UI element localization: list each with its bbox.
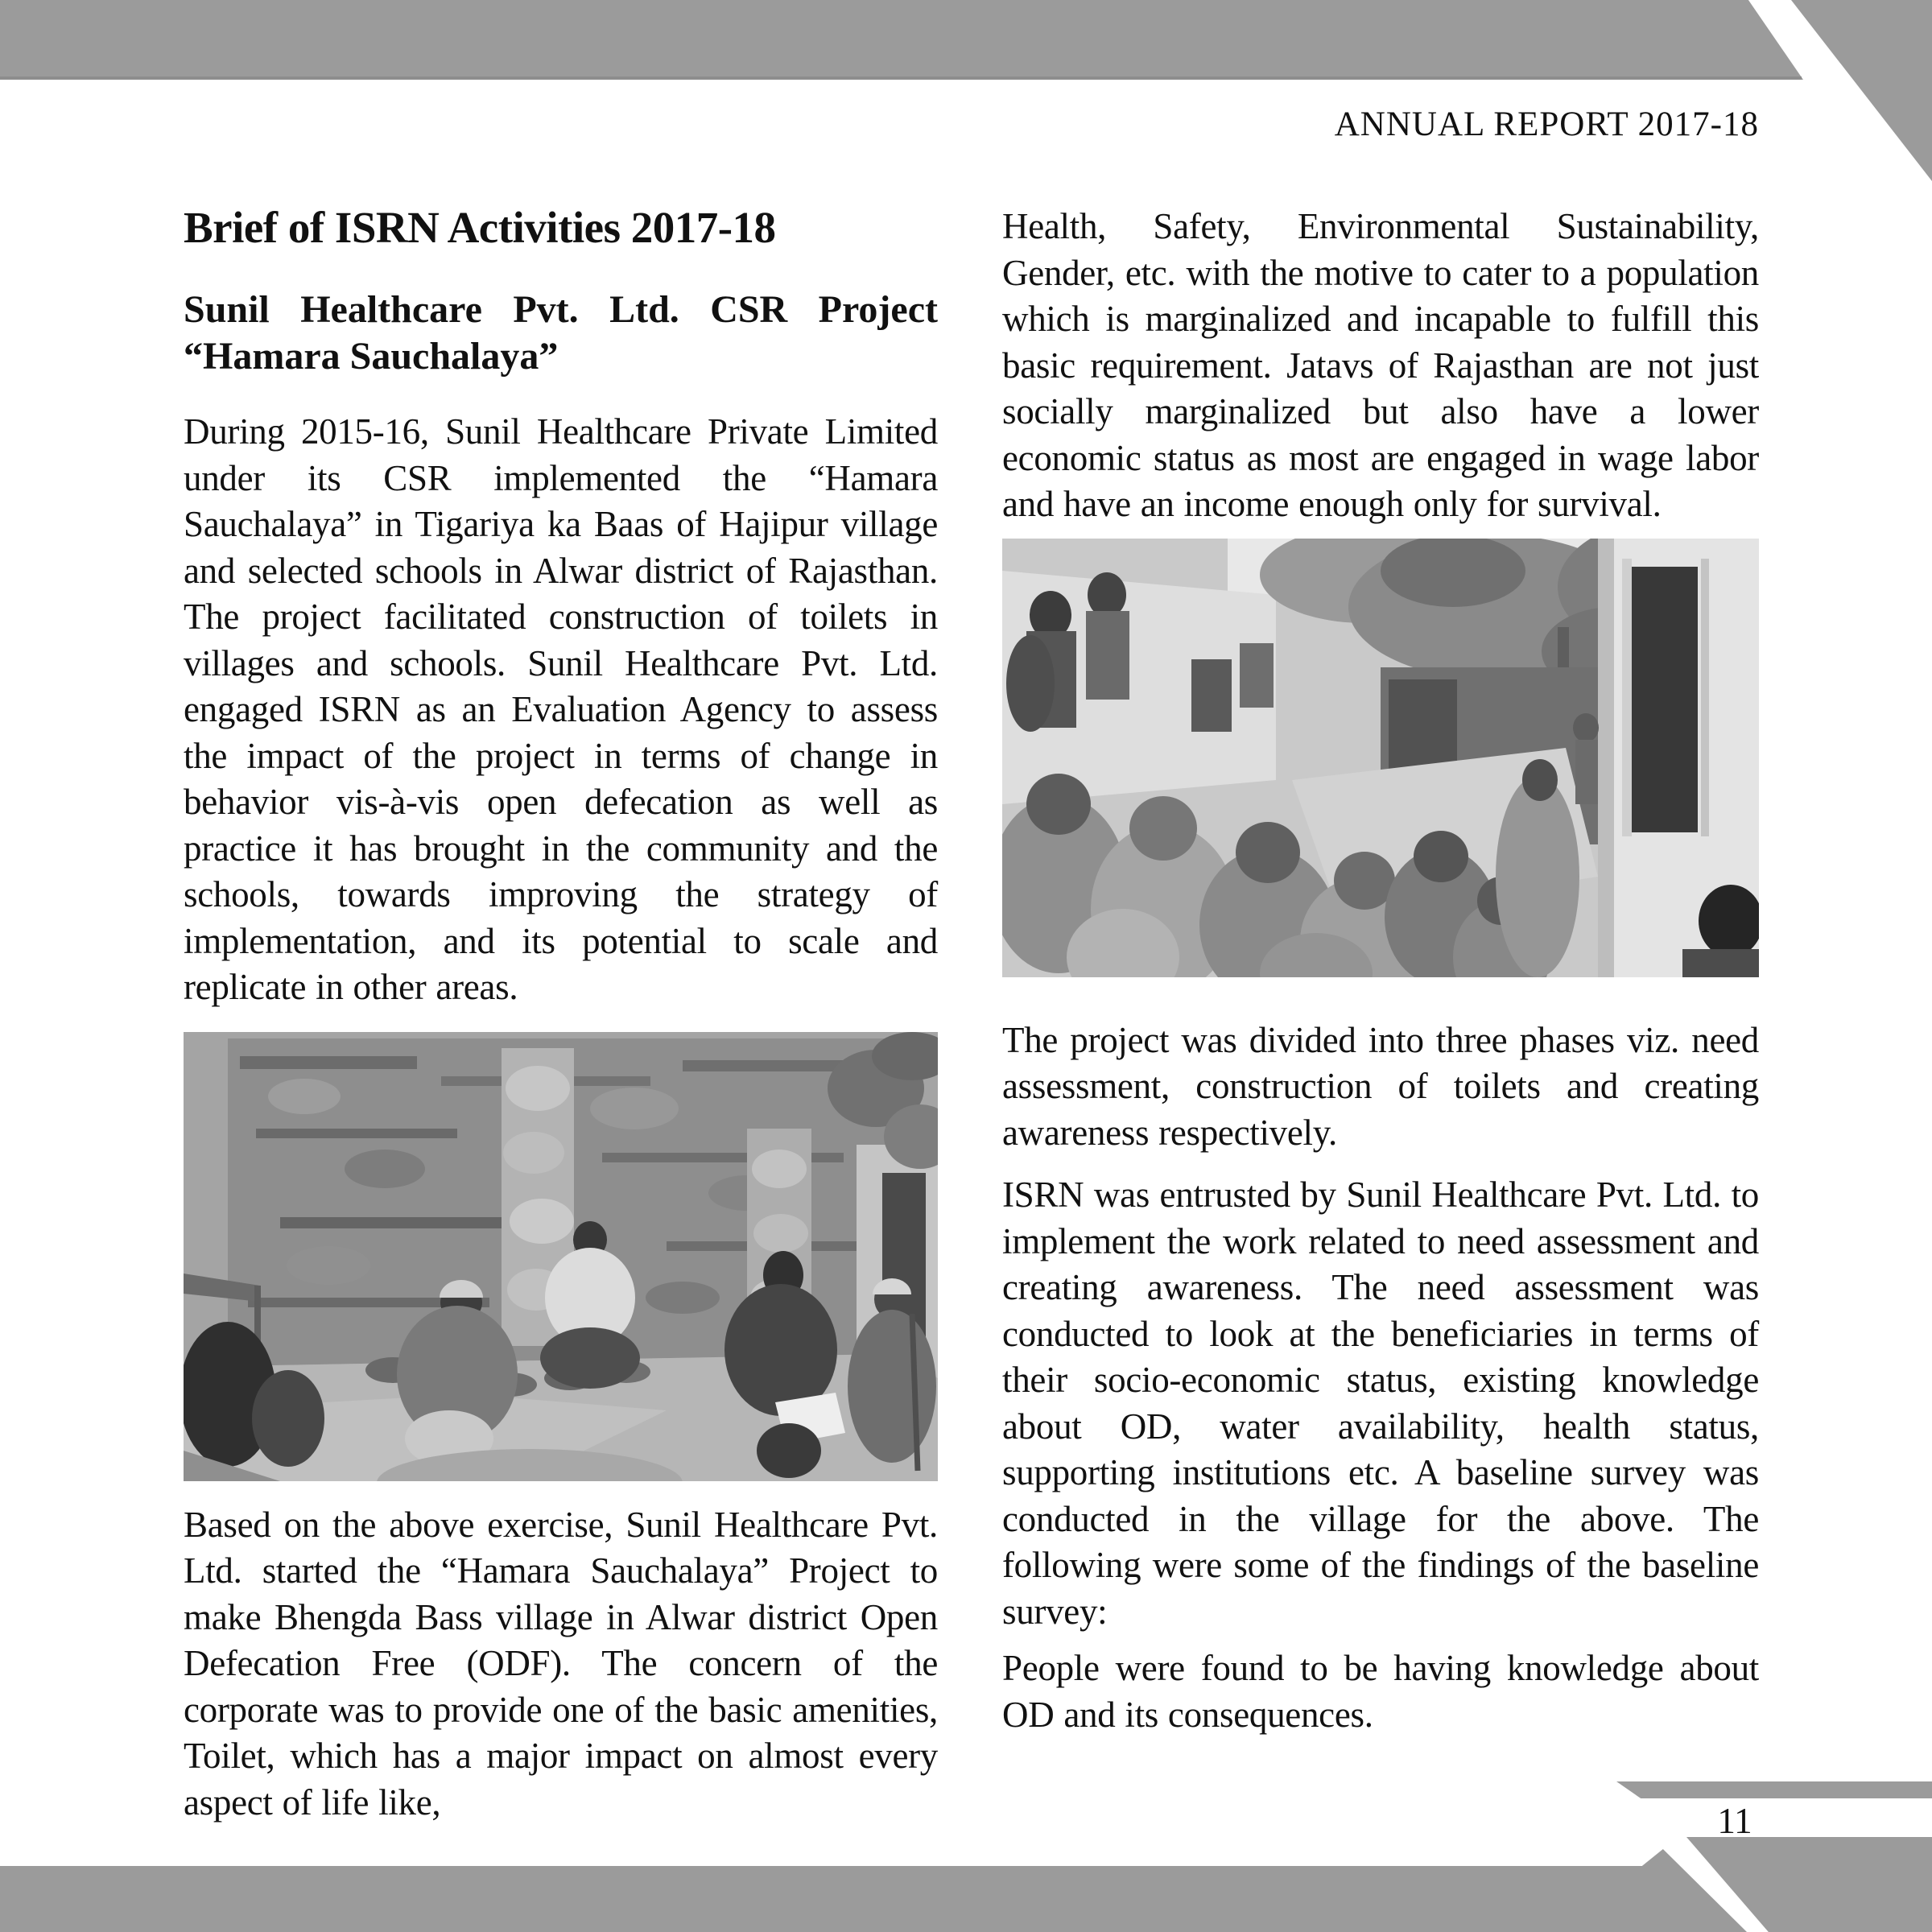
photo-villagers-stone-wall bbox=[184, 1032, 938, 1481]
photo-village-meeting-svg bbox=[1002, 539, 1759, 977]
left-paragraph-2: Based on the above exercise, Sunil Healthcare Pvt. Ltd. started the “Hamara Sauchalaya” Project to make Bhengda Bass village in Alwar district Open Defecation Free (ODF). The concern of the corporate was to provide one of the basic amenities, Toilet, which has a major impact on almost every aspect of life like, bbox=[184, 1504, 938, 1823]
page-number: 11 bbox=[1717, 1801, 1752, 1841]
right-paragraph-1: Health, Safety, Environmental Sustainability, Gender, etc. with the motive to cater to a population which is marginalized and incapable to fulfill this basic requirement. Jatavs of Rajasthan are not just socially marginalized but also have a lower economic status as most are engaged in wage labor and have an income enough only for survival. bbox=[1002, 206, 1759, 524]
left-paragraph-1: During 2015-16, Sunil Healthcare Private Limited under its CSR implemented the “Hamara Sauchalaya” in Tigariya ka Baas of Hajipur village and selected schools in Alwar district of Rajasthan. The project facilitated construction of toilets in villages and schools. Sunil Healthcare Pvt. Ltd. engaged ISRN as an Evaluation Agency to assess the impact of the project in terms of change in behavior vis-à-vis open defecation as well as practice it has brought in the community and the schools, towards improving the strategy of implementation, and its potential to scale and replicate in other areas. bbox=[184, 411, 938, 1007]
top-right-corner-triangle bbox=[1791, 0, 1932, 181]
bottom-gray-band bbox=[0, 1849, 1747, 1932]
left-column bbox=[184, 201, 938, 1826]
photo-villagers-stone-wall-svg bbox=[184, 1032, 938, 1481]
right-paragraph-4: People were found to be having knowledge about OD and its consequences. bbox=[1002, 1648, 1759, 1735]
project-subheading: Sunil Healthcare Pvt. Ltd. CSR Project “Hamara Sauchalaya” bbox=[184, 288, 938, 378]
top-gray-band bbox=[0, 0, 1803, 80]
right-paragraph-3: ISRN was entrusted by Sunil Healthcare Pvt. Ltd. to implement the work related to need assessment and creating awareness. The need assessment was conducted to look at the beneficiaries in terms of their socio-economic status, existing knowledge about OD, water availability, health status, supporting institutions etc. A baseline survey was conducted in the village for the above. The following were some of the findings of the baseline survey: bbox=[1002, 1174, 1759, 1632]
section-heading: Brief of ISRN Activities 2017-18 bbox=[184, 203, 776, 252]
photo-village-meeting bbox=[1002, 539, 1759, 977]
top-gray-band-edge bbox=[0, 76, 1802, 80]
right-paragraph-2: The project was divided into three phases viz. need assessment, construction of toilets and creating awareness respectively. bbox=[1002, 1019, 1759, 1153]
right-column bbox=[1002, 204, 1759, 1738]
bottom-thin-gray-bar bbox=[1616, 1781, 1932, 1798]
running-header: ANNUAL REPORT 2017-18 bbox=[1334, 105, 1759, 143]
